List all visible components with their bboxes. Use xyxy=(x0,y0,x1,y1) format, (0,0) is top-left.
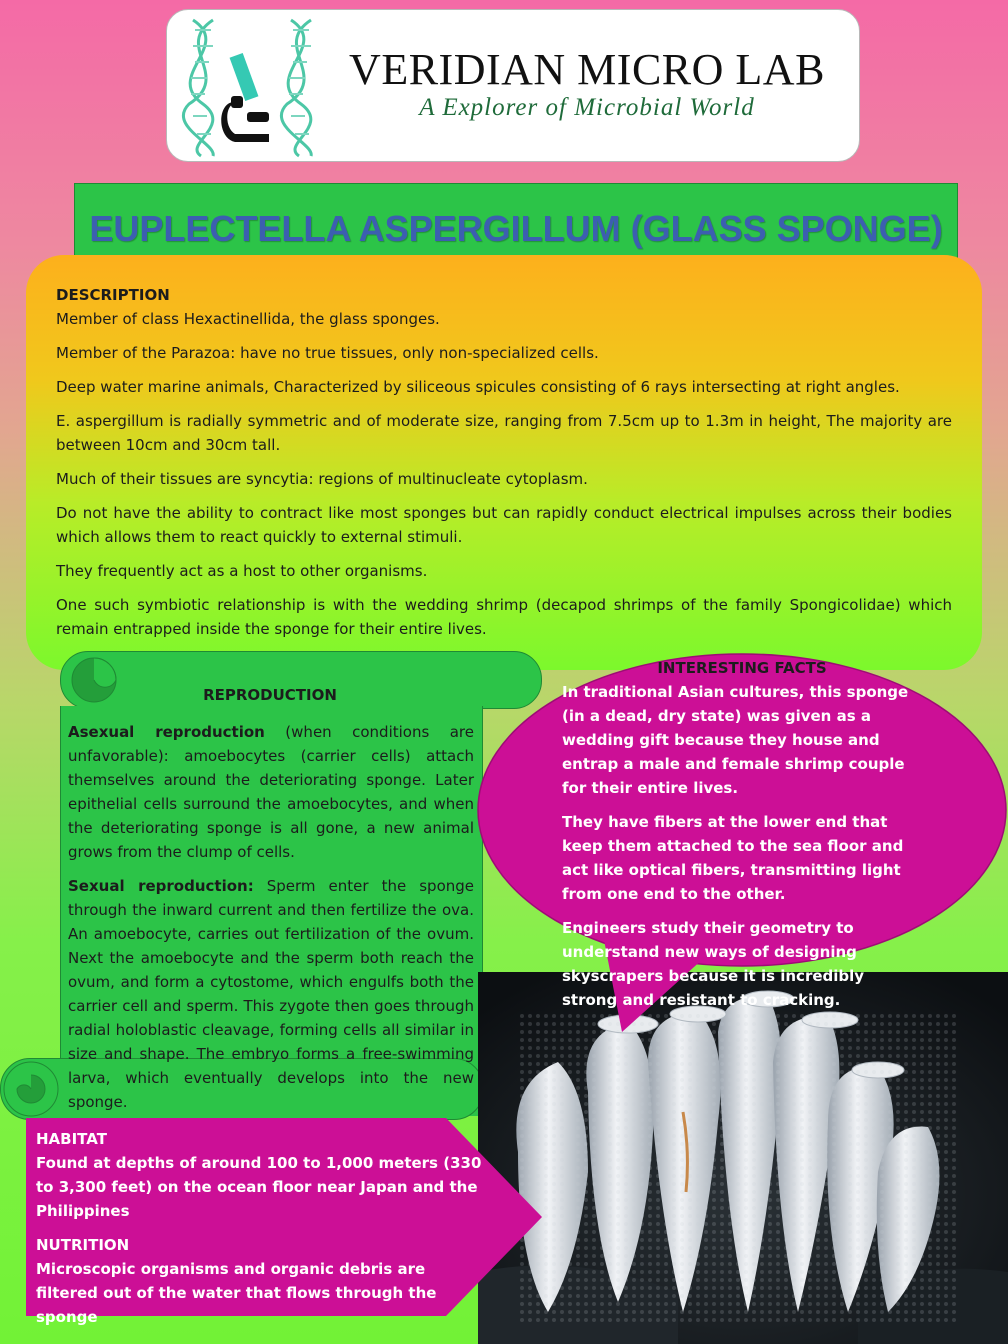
sexual-label: Sexual reproduction: xyxy=(68,877,254,895)
sexual-text: Sperm enter the sponge through the inward current and then fertilize the ova. An amoebocyte, carries out fertilization of the ovum. Next the amoebocyte and the sperm both reach the ovum, and form a cytostome, which engulfs both the carrier cell and sperm. This zygote then goes through radial holoblastic cleavage, forming cells all similar in size and shape. The embryo forms a free-swimming larva, which eventually develops into the new sponge. xyxy=(68,877,474,1111)
lab-logo-icon xyxy=(173,16,331,158)
description-content xyxy=(56,283,952,651)
facts-heading: INTERESTING FACTS xyxy=(657,659,827,677)
description-heading: DESCRIPTION xyxy=(56,286,170,304)
description-paragraph: Deep water marine animals, Characterized by siliceous spicules consisting of 6 rays intersecting at right angles. xyxy=(56,378,900,396)
description-panel xyxy=(26,255,982,670)
description-paragraph: Much of their tissues are syncytia: regions of multinucleate cytoplasm. xyxy=(56,470,588,488)
description-paragraph: Do not have the ability to contract like most sponges but can rapidly conduct electrical impulses across their bodies which allows them to react quickly to external stimuli. xyxy=(56,504,952,546)
habitat-heading: HABITAT xyxy=(36,1130,107,1148)
nutrition-heading: NUTRITION xyxy=(36,1236,130,1254)
description-paragraph: They frequently act as a host to other organisms. xyxy=(56,562,428,580)
scroll-curl-icon xyxy=(2,1060,60,1118)
fact-item: They have fibers at the lower end that keep them attached to the sea floor and act like optical fibers, transmitting light from one end to the other. xyxy=(562,813,904,903)
reproduction-heading: REPRODUCTION xyxy=(203,686,337,704)
nutrition-text: Microscopic organisms and organic debris are filtered out of the water that flows through the sponge xyxy=(36,1260,437,1326)
habitat-text: Found at depths of around 100 to 1,000 meters (330 to 3,300 feet) on the ocean floor near Japan and the Philippines xyxy=(36,1154,482,1220)
scroll-curl-icon xyxy=(70,652,120,708)
lab-tagline: A Explorer of Microbial World xyxy=(419,94,755,121)
habitat-nutrition-content xyxy=(36,1127,486,1339)
habitat-paragraph xyxy=(36,1127,486,1223)
fact-item: In traditional Asian cultures, this sponge (in a dead, dry state) was given as a wedding gift because they house and entrap a male and female shrimp couple for their entire lives. xyxy=(562,683,909,797)
lab-name: VERIDIAN MICRO LAB xyxy=(349,45,825,94)
description-paragraph: Member of the Parazoa: have no true tissues, only non-specialized cells. xyxy=(56,344,599,362)
fact-item: Engineers study their geometry to understand new ways of designing skyscrapers because it is incredibly strong and resistant to cracking. xyxy=(562,919,865,1009)
page-title: EUPLECTELLA ASPERGILLUM (GLASS SPONGE) xyxy=(89,208,943,249)
nutrition-paragraph xyxy=(36,1233,486,1329)
sexual-paragraph xyxy=(68,874,474,1114)
asexual-paragraph xyxy=(68,720,474,864)
description-paragraph: One such symbiotic relationship is with the wedding shrimp (decapod shrimps of the family Spongicolidae) which remain entrapped inside the sponge for their entire lives. xyxy=(56,596,952,638)
facts-content xyxy=(562,656,922,1022)
logo-header xyxy=(166,9,860,162)
asexual-label: Asexual reproduction xyxy=(68,723,265,741)
description-paragraph: Member of class Hexactinellida, the glass sponges. xyxy=(56,310,440,328)
reproduction-content xyxy=(68,720,474,1124)
microscope-icon xyxy=(221,53,269,142)
asexual-text: (when conditions are unfavorable): amoebocytes (carrier cells) attach themselves around the deteriorating sponge. Later epithelial cells surround the amoebocytes, and when the deteriorating sponge is all gone, a new animal grows from the clump of cells. xyxy=(68,723,475,861)
description-paragraph: E. aspergillum is radially symmetric and of moderate size, ranging from 7.5cm up to 1.3m in height, The majority are between 10cm and 30cm tall. xyxy=(56,412,952,454)
